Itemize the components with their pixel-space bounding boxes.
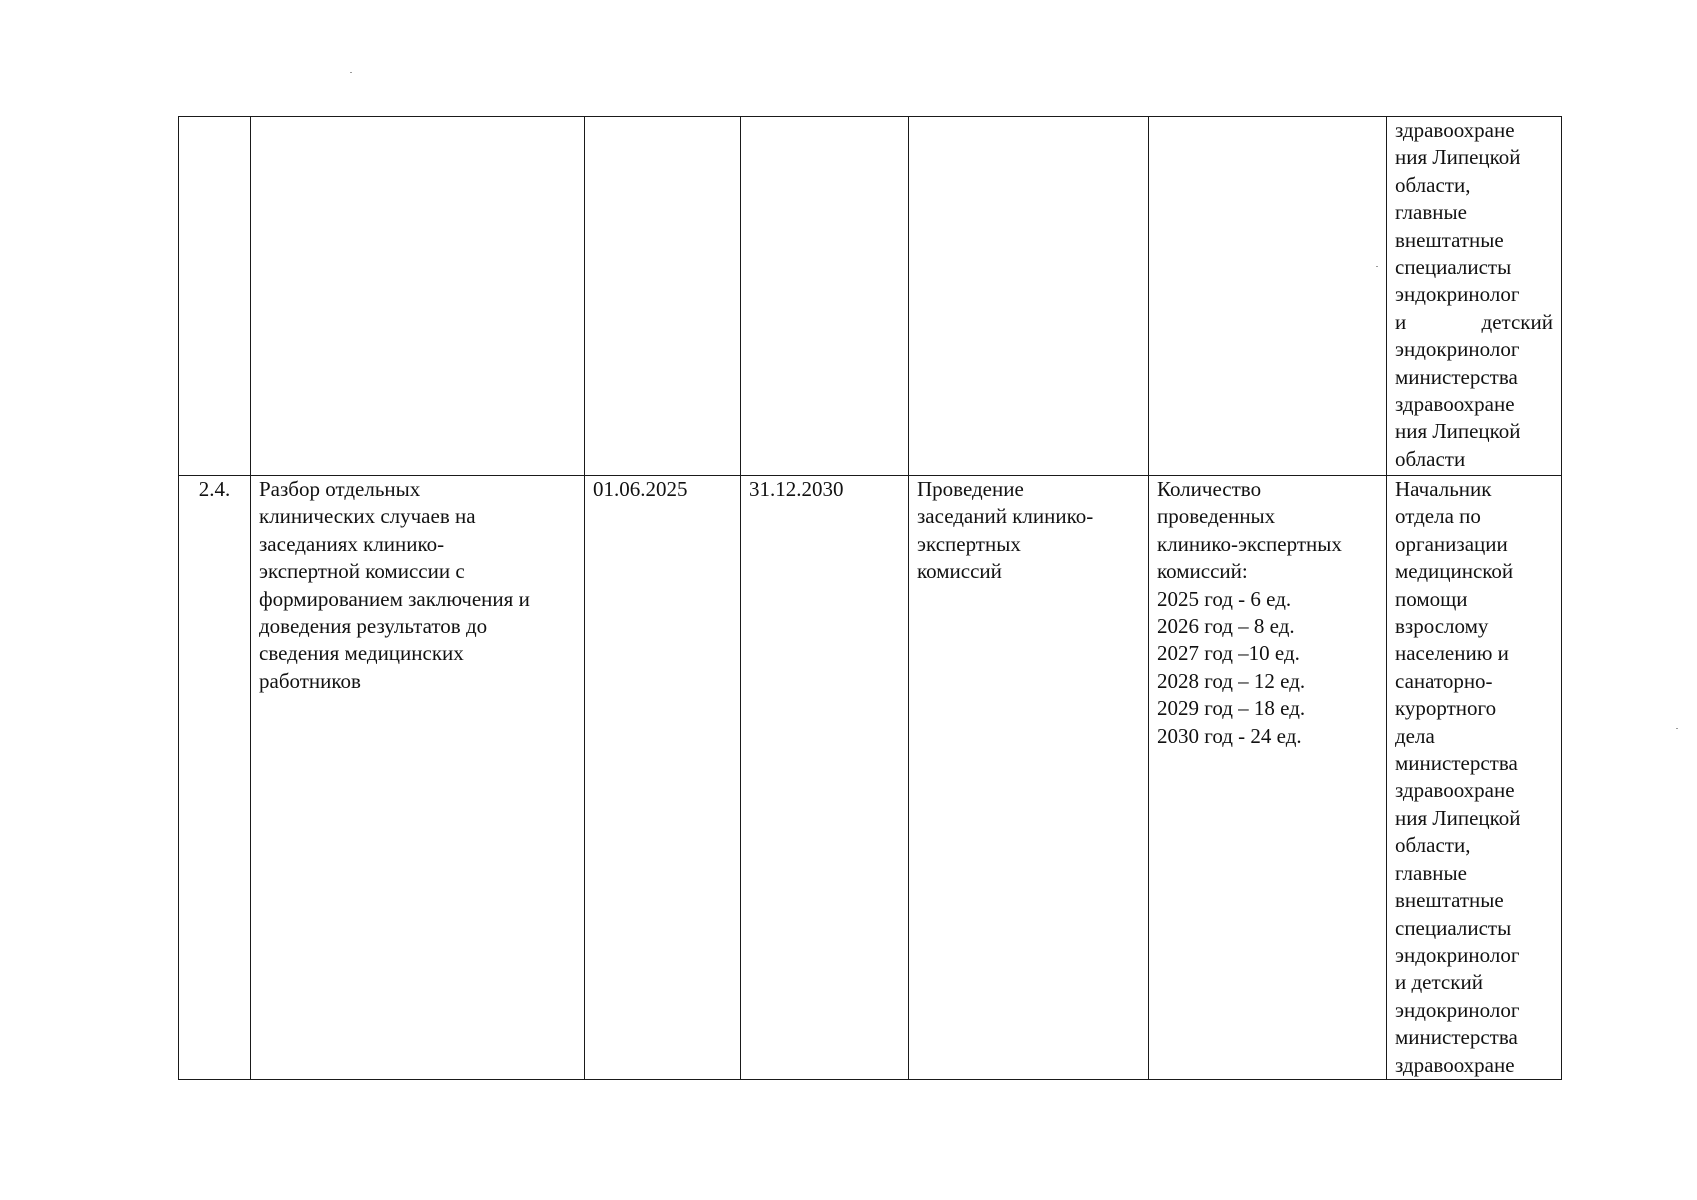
text-line: эндокринолог [1395, 997, 1520, 1022]
text-line: специалисты [1395, 255, 1512, 280]
text-line: взрослому [1395, 614, 1489, 639]
text-line: и детский [1395, 970, 1483, 995]
text-line: 2026 год – 8 ед. [1157, 614, 1295, 639]
action-plan-table [178, 116, 1562, 1080]
cell-indicator [1149, 476, 1387, 1080]
text-word: детский [1481, 309, 1553, 334]
text-line: здравоохране [1395, 118, 1515, 142]
text-line: здравоохране [1395, 392, 1515, 417]
text-word: и [1395, 309, 1407, 334]
text-line: области, [1395, 833, 1471, 858]
text-line-justified [1395, 309, 1553, 336]
text-line: отдела по [1395, 504, 1481, 529]
text-line: организации [1395, 531, 1508, 556]
table-row-continuation [179, 117, 1562, 476]
text-line: ния Липецкой [1395, 419, 1521, 444]
cell-event-empty [251, 117, 585, 476]
cell-number-empty [179, 117, 251, 476]
text-line: Количество [1157, 477, 1262, 501]
text-line: области [1395, 446, 1466, 471]
text-line: комиссий [917, 559, 1002, 584]
text-line: 2025 год - 6 ед. [1157, 586, 1292, 611]
row-number: 2.4. [198, 477, 231, 501]
text-line: 2030 год - 24 ед. [1157, 723, 1302, 748]
table-row-2-4 [179, 476, 1562, 1080]
end-date: 31.12.2030 [749, 477, 844, 501]
start-date: 01.06.2025 [593, 477, 688, 501]
text-line: главные [1395, 200, 1467, 225]
text-line: внештатные [1395, 227, 1504, 252]
text-line: заседаниях клинико- [259, 531, 445, 556]
text-line: здравоохране [1395, 1052, 1515, 1077]
text-line: формированием заключения и [259, 586, 530, 611]
text-line: экспертной комиссии с [259, 559, 465, 584]
cell-result [909, 476, 1149, 1080]
text-line: внештатные [1395, 888, 1504, 913]
text-line: здравоохране [1395, 778, 1515, 803]
text-line: работников [259, 668, 361, 693]
text-line: 2027 год –10 ед. [1157, 641, 1300, 666]
text-line: курортного [1395, 696, 1497, 721]
text-line: Разбор отдельных [259, 477, 421, 501]
cell-start-date [585, 476, 741, 1080]
text-line: дела [1395, 723, 1435, 748]
cell-end-date [741, 476, 909, 1080]
text-line: Начальник [1395, 477, 1492, 501]
text-line: 2028 год – 12 ед. [1157, 668, 1306, 693]
text-line: министерства [1395, 364, 1518, 389]
text-line: главные [1395, 860, 1467, 885]
text-line: министерства [1395, 751, 1518, 776]
text-line: санаторно- [1395, 668, 1493, 693]
text-line: специалисты [1395, 915, 1512, 940]
text-line: сведения медицинских [259, 641, 464, 666]
cell-start-date-empty [585, 117, 741, 476]
text-line: комиссий: [1157, 559, 1248, 584]
text-line: эндокринолог [1395, 282, 1520, 307]
text-line: клинико-экспертных [1157, 531, 1342, 556]
text-line: эндокринолог [1395, 337, 1520, 362]
text-line: проведенных [1157, 504, 1276, 529]
cell-event [251, 476, 585, 1080]
text-line: доведения результатов до [259, 614, 488, 639]
text-line: эндокринолог [1395, 942, 1520, 967]
cell-responsible-continued [1387, 117, 1562, 476]
scan-speck [350, 72, 352, 73]
cell-indicator-empty [1149, 117, 1387, 476]
text-line: 2029 год – 18 ед. [1157, 696, 1306, 721]
text-line: заседаний клинико- [917, 504, 1094, 529]
cell-responsible [1387, 476, 1562, 1080]
scan-speck [1676, 728, 1678, 729]
text-line: помощи [1395, 586, 1468, 611]
text-line: медицинской [1395, 559, 1514, 584]
text-line: области, [1395, 172, 1471, 197]
cell-end-date-empty [741, 117, 909, 476]
text-line: Проведение [917, 477, 1024, 501]
text-line: населению и [1395, 641, 1509, 666]
cell-number [179, 476, 251, 1080]
text-line: экспертных [917, 531, 1021, 556]
text-line: клинических случаев на [259, 504, 476, 529]
text-line: министерства [1395, 1025, 1518, 1050]
text-line: ния Липецкой [1395, 805, 1521, 830]
cell-result-empty [909, 117, 1149, 476]
text-line: ния Липецкой [1395, 145, 1521, 170]
